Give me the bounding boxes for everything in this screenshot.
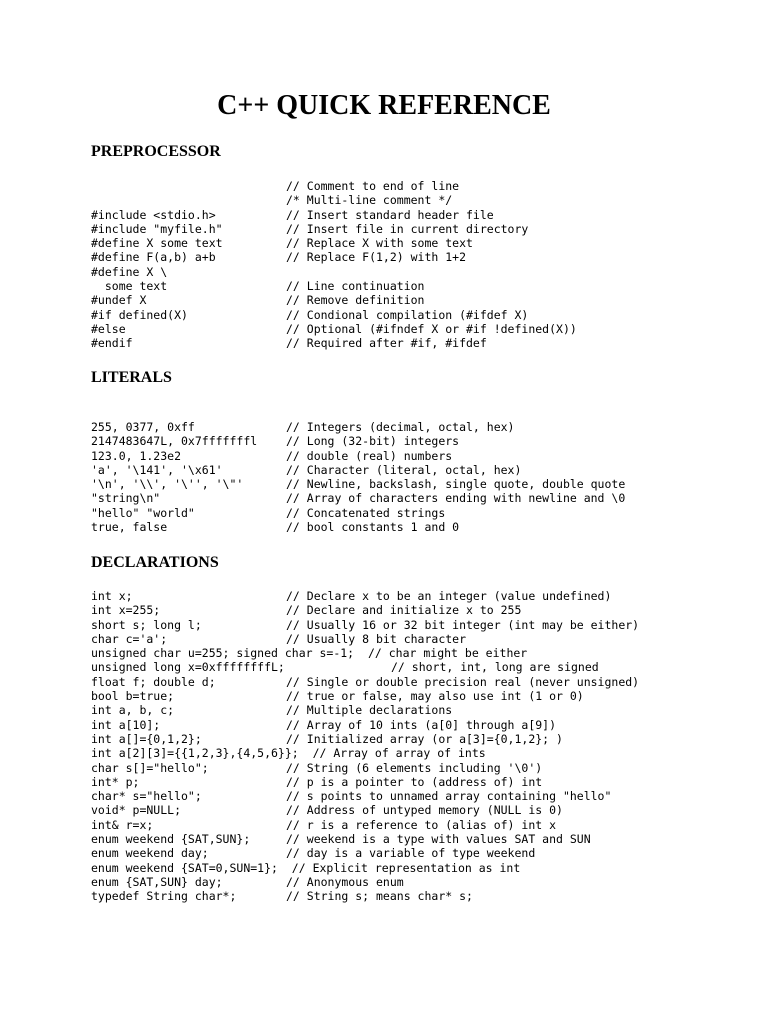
code-comment: // String s; means char* s; [286, 889, 473, 904]
code-comment: // double (real) numbers [286, 448, 453, 463]
code-comment: // p is a pointer to (address of) int [286, 774, 543, 789]
code-text: some text [91, 279, 168, 294]
code-row [91, 889, 527, 903]
code-comment: // Remove definition [286, 293, 425, 308]
code-text: char* s="hello"; [91, 789, 202, 804]
code-comment: // Optional (#ifndef X or #if !defined(X)) [286, 321, 577, 336]
code-row [91, 731, 563, 746]
code-row [91, 846, 536, 861]
page-title: C++ QUICK REFERENCE [217, 90, 551, 121]
code-comment: // Array of 10 ints (a[0] through a[9]) [286, 717, 557, 732]
code-text: typedef String char*; [91, 889, 237, 904]
code-comment: // Required after #if, #ifdef [286, 336, 487, 351]
code-text: enum weekend {SAT=0,SUN=1}; [91, 860, 278, 875]
code-row [91, 817, 557, 832]
code-row [91, 603, 527, 617]
code-row [91, 803, 563, 818]
code-row [91, 674, 640, 689]
code-text: 255, 0377, 0xff [91, 420, 195, 434]
code-comment: // Explicit representation as int [291, 860, 521, 875]
code-row [91, 875, 527, 889]
code-comment: // Replace F(1,2) with 1+2 [286, 250, 467, 265]
code-row [91, 617, 640, 632]
code-comment: // Usually 8 bit character [286, 631, 467, 646]
code-comment: // Multiple declarations [286, 703, 453, 718]
code-row [91, 660, 599, 675]
code-comment: // Character (literal, octal, hex) [286, 462, 522, 477]
code-comment: // char might be either [367, 646, 528, 661]
code-comment: // Condional compilation (#ifdef X) [286, 307, 529, 322]
section-heading-declarations: DECLARATIONS [91, 554, 219, 571]
code-text: short s; long l; [91, 617, 202, 632]
code-text: true, false [91, 520, 168, 535]
code-text: enum weekend {SAT,SUN}; [91, 832, 251, 847]
code-text: int a[2][3]={{1,2,3},{4,5,6}}; [91, 746, 299, 761]
code-text: int a[]={0,1,2}; [91, 731, 202, 746]
code-comment: // Anonymous enum [286, 874, 404, 889]
code-text: char s[]="hello"; [91, 760, 209, 775]
code-comment: // Integers (decimal, octal, hex) [286, 420, 515, 434]
code-text: enum {SAT,SUN} day; [91, 874, 223, 889]
code-text: int* p; [91, 774, 140, 789]
code-comment: // short, int, long are signed [391, 660, 599, 675]
code-row [91, 746, 527, 760]
code-text: enum weekend day; [91, 846, 209, 861]
code-comment: // Long (32-bit) integers [286, 434, 460, 449]
code-text: bool b=true; [91, 689, 175, 704]
code-comment: // weekend is a type with values SAT and SUN [286, 832, 591, 847]
code-row [91, 632, 527, 646]
code-text: #undef X [91, 293, 147, 308]
code-row [91, 832, 591, 847]
code-text: "string\n" [91, 491, 161, 506]
code-row [91, 760, 543, 775]
code-text: #if defined(X) [91, 307, 188, 322]
code-text: unsigned long x=0xffffffffL; [91, 660, 285, 675]
code-comment: // day is a variable of type weekend [286, 846, 536, 861]
code-text: 'a', '\141', '\x61' [91, 462, 223, 477]
code-text: #define X some text [91, 236, 223, 251]
code-comment: // Insert file in current directory [286, 221, 529, 236]
code-row [91, 717, 557, 732]
code-comment: // Line continuation [286, 279, 425, 294]
code-comment: // r is a reference to (alias of) int x [286, 817, 557, 832]
code-comment: // Comment to end of line [286, 179, 460, 193]
code-row [91, 589, 612, 603]
code-comment: // s points to unnamed array containing "hello" [286, 789, 612, 804]
code-comment: // Concatenated strings [286, 505, 446, 520]
code-comment: // true or false, may also use int (1 or 0) [286, 689, 584, 704]
code-text: int x; [91, 589, 133, 603]
code-text: int& r=x; [91, 817, 154, 832]
code-row [91, 646, 527, 660]
code-text: "hello" "world" [91, 505, 195, 520]
code-comment: // Declare x to be an integer (value undefined) [286, 589, 612, 603]
code-row [91, 789, 612, 804]
section-heading-preprocessor: PREPROCESSOR [91, 143, 221, 160]
code-row [91, 703, 527, 717]
code-comment: // Address of untyped memory (NULL is 0) [286, 803, 563, 818]
code-text: #include "myfile.h" [91, 221, 223, 236]
code-text: #endif [91, 336, 133, 351]
code-text: #else [91, 321, 126, 336]
code-row [91, 774, 543, 789]
code-comment: // Initialized array (or a[3]={0,1,2}; ) [286, 731, 563, 746]
code-comment: // Newline, backslash, single quote, double quote [286, 477, 626, 492]
code-text: int a, b, c; [91, 703, 175, 718]
code-comment: // Insert standard header file [286, 207, 494, 222]
code-comment: // String (6 elements including '\0') [286, 760, 543, 775]
code-text: char c='a'; [91, 631, 168, 646]
code-row [91, 861, 527, 875]
code-comment: // Declare and initialize x to 255 [286, 603, 522, 618]
code-text: int a[10]; [91, 717, 161, 732]
code-text: #define F(a,b) a+b [91, 250, 216, 265]
code-text: void* p=NULL; [91, 803, 182, 818]
code-row [91, 689, 584, 704]
code-text: 2147483647L, 0x7fffffffl [91, 434, 258, 449]
code-comment: // Single or double precision real (never unsigned) [286, 674, 640, 689]
code-text: float f; double d; [91, 674, 216, 689]
code-text: #define X \ [91, 264, 168, 279]
code-text: unsigned char u=255; signed char s=-1; [91, 646, 355, 661]
code-comment: /* Multi-line comment */ [286, 193, 453, 208]
code-text: '\n', '\\', '\'', '\"' [91, 477, 244, 492]
declarations-list [91, 589, 640, 904]
code-text: int x=255; [91, 603, 161, 618]
code-text: 123.0, 1.23e2 [91, 448, 182, 463]
code-comment: // Array of array of ints [312, 746, 486, 761]
code-text: #include <stdio.h> [91, 207, 216, 222]
section-heading-literals: LITERALS [91, 369, 172, 386]
code-comment: // Replace X with some text [286, 236, 473, 251]
code-comment: // Usually 16 or 32 bit integer (int may be either) [286, 617, 640, 632]
code-comment: // Array of characters ending with newline and \0 [286, 491, 626, 506]
code-comment: // bool constants 1 and 0 [286, 520, 460, 535]
